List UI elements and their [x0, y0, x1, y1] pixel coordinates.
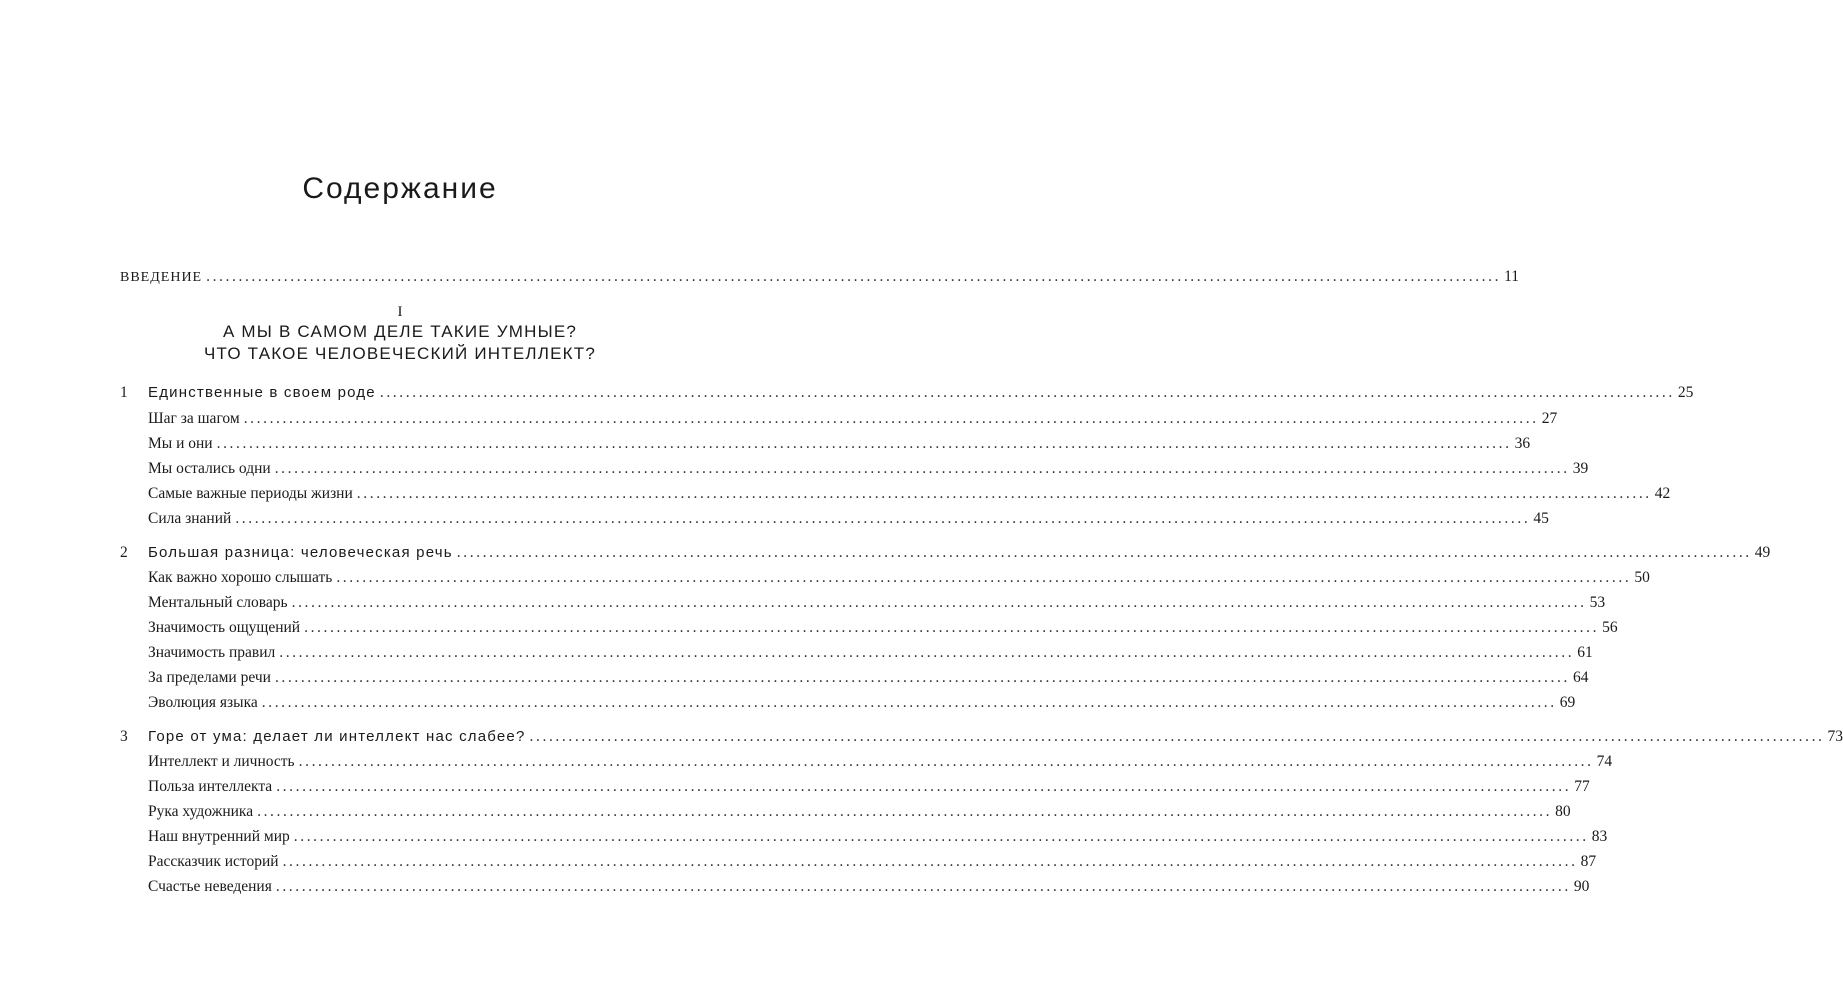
leader-dots: ........................................................................................................................................................................................................ [529, 728, 1825, 745]
part-title-line-1: А МЫ В САМОМ ДЕЛЕ ТАКИЕ УМНЫЕ? [222, 322, 578, 341]
toc-section[interactable] [148, 803, 1571, 821]
leader-dots: ........................................................................................................................................................................................................ [336, 569, 1632, 586]
toc-chapter-title: Большая разница: человеческая речь [148, 544, 453, 561]
leader-dots: ........................................................................................................................................................................................................ [279, 644, 1575, 661]
toc-section[interactable] [148, 753, 1613, 771]
toc-section-page: 64 [1572, 669, 1589, 686]
leader-dots: ........................................................................................................................................................................................................ [456, 544, 1752, 561]
toc-chapter[interactable] [148, 544, 1771, 562]
part-title-line-2: ЧТО ТАКОЕ ЧЕЛОВЕЧЕСКИЙ ИНТЕЛЛЕКТ? [203, 344, 596, 363]
toc-section[interactable] [148, 569, 1650, 587]
toc-chapter-page: 73 [1827, 728, 1843, 745]
toc-section-title: Мы остались одни [148, 460, 271, 477]
toc-section[interactable] [148, 878, 1590, 896]
toc-section-page: 50 [1634, 569, 1650, 586]
chapter-number: 3 [120, 728, 128, 745]
leader-dots: ........................................................................................................................................................................................................ [356, 485, 1652, 502]
toc-section-page: 77 [1574, 778, 1590, 795]
leader-dots: ........................................................................................................................................................................................................ [291, 594, 1587, 611]
toc-entry-label: ВВЕДЕНИЕ [120, 270, 203, 285]
leader-dots: ........................................................................................................................................................................................................ [216, 435, 1512, 452]
leader-dots: ........................................................................................................................................................................................................ [257, 803, 1553, 820]
toc-section-title: Самые важные периоды жизни [148, 485, 353, 502]
toc-section[interactable] [148, 669, 1589, 687]
toc-section-title: Интеллект и личность [148, 753, 295, 770]
toc-section-title: Ментальный словарь [148, 594, 288, 611]
toc-section-page: 42 [1654, 485, 1671, 502]
toc-section-page: 53 [1589, 594, 1606, 611]
toc-section-page: 87 [1580, 853, 1597, 870]
leader-dots: ........................................................................................................................................................................................................ [304, 619, 1600, 636]
toc-chapter[interactable] [148, 384, 1694, 402]
toc-section-page: 80 [1555, 803, 1571, 820]
toc-section-page: 27 [1541, 410, 1558, 427]
toc-section-page: 56 [1602, 619, 1618, 636]
leader-dots: ........................................................................................................................................................................................................ [274, 669, 1570, 686]
toc-section-title: Счастье неведения [148, 878, 272, 895]
toc-section-title: Эволюция языка [148, 694, 258, 711]
toc-section-title: Как важно хорошо слышать [148, 569, 333, 586]
toc-section[interactable] [148, 644, 1593, 662]
toc-section-title: Значимость ощущений [148, 619, 301, 636]
toc-section[interactable] [148, 828, 1608, 846]
toc-section[interactable] [148, 460, 1589, 478]
leader-dots: ........................................................................................................................................................................................................ [243, 410, 1539, 427]
toc-section-page: 83 [1591, 828, 1608, 845]
toc-section-page: 74 [1596, 753, 1613, 770]
toc-section-title: За пределами речи [148, 669, 271, 686]
leader-dots: ........................................................................................................................................................................................................ [274, 460, 1570, 477]
toc-entry-page: 11 [1504, 268, 1520, 285]
toc-section[interactable] [148, 694, 1576, 712]
toc-section[interactable] [148, 410, 1558, 428]
page-title: Содержание [302, 172, 498, 205]
toc-section-title: Рассказчик историй [148, 853, 279, 870]
leader-dots: ........................................................................................................................................................................................................ [276, 778, 1572, 795]
toc-section[interactable] [148, 435, 1531, 453]
toc-section-title: Рука художника [148, 803, 254, 820]
toc-section-page: 45 [1533, 510, 1549, 527]
leader-dots: ........................................................................................................................................................................................................ [275, 878, 1571, 895]
toc-section-page: 36 [1514, 435, 1531, 452]
toc-section-title: Шаг за шагом [148, 410, 240, 427]
leader-dots: ........................................................................................................................................................................................................ [206, 268, 1502, 285]
toc-section-page: 39 [1572, 460, 1589, 477]
chapter-number: 1 [120, 384, 128, 401]
part-number: I [397, 304, 403, 320]
toc-section[interactable] [148, 485, 1671, 503]
toc-section-title: Наш внутренний мир [148, 828, 290, 845]
toc-entry-introduction[interactable] [120, 268, 1520, 286]
toc-chapter-page: 25 [1677, 384, 1694, 401]
toc-chapter-page: 49 [1754, 544, 1771, 561]
toc-section-title: Значимость правил [148, 644, 276, 661]
toc-section[interactable] [148, 778, 1590, 796]
leader-dots: ........................................................................................................................................................................................................ [261, 694, 1557, 711]
leader-dots: ........................................................................................................................................................................................................ [282, 853, 1578, 870]
leader-dots: ........................................................................................................................................................................................................ [379, 384, 1675, 401]
toc-section-title: Польза интеллекта [148, 778, 273, 795]
toc-section[interactable] [148, 853, 1597, 871]
toc-section[interactable] [148, 594, 1606, 612]
toc-section-page: 61 [1577, 644, 1593, 661]
toc-chapter[interactable] [148, 728, 1843, 746]
leader-dots: ........................................................................................................................................................................................................ [293, 828, 1589, 845]
chapter-number: 2 [120, 544, 128, 561]
toc-section-page: 69 [1559, 694, 1576, 711]
toc-section-title: Сила знаний [148, 510, 232, 527]
toc-section-title: Мы и они [148, 435, 213, 452]
leader-dots: ........................................................................................................................................................................................................ [298, 753, 1594, 770]
toc-section[interactable] [148, 619, 1618, 637]
toc-section[interactable] [148, 510, 1549, 528]
toc-section-page: 90 [1573, 878, 1590, 895]
leader-dots: ........................................................................................................................................................................................................ [235, 510, 1531, 527]
toc-chapter-title: Единственные в своем роде [148, 384, 376, 401]
toc-chapter-title: Горе от ума: делает ли интеллект нас слабее? [148, 728, 526, 745]
